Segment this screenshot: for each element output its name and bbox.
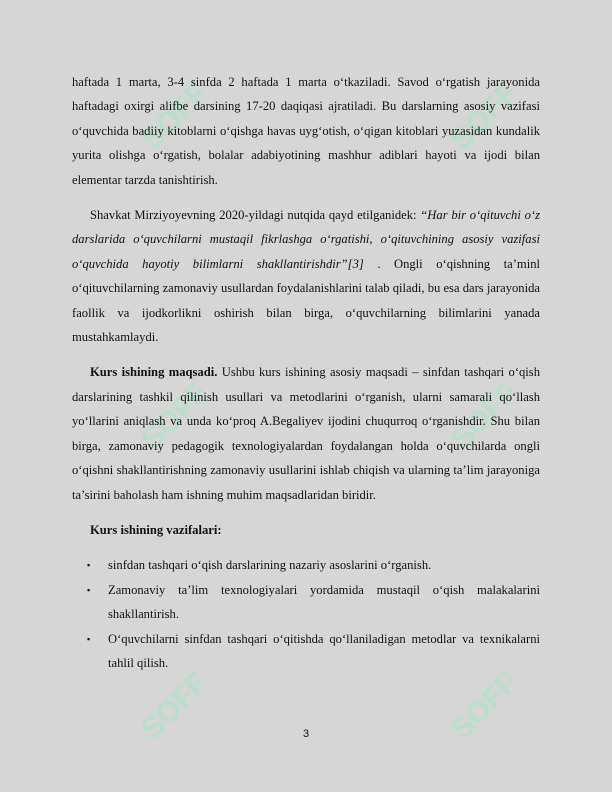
president-quote: “Har bir o‘qituvchi o‘z darslarida o‘quvchilarni mustaqil fikrlashga o‘rgatishi, o‘qituvchining asosiy vazifasi o‘quvchida hayotiy bilimlarni shakllantirishdir”[3] (72, 208, 540, 271)
quote-intro: Shavkat Mirziyoyevning 2020-yildagi nutqida qayd etilganidek: (90, 208, 421, 223)
quote-followup: . Ongli o‘qishning ta’minl o‘qituvchilarning zamonaviy usullardan foydalanishlarini talab qiladi, bu esa dars jarayonida faollik va ijodkorlikni oshirish bilan birga, o‘quvchilarning bilimlarini yanada mustahkamlaydi. (72, 256, 540, 345)
svg-text:SOFF: SOFF (134, 76, 215, 156)
paragraph-quote (72, 203, 540, 349)
svg-text:SOFF: SOFF (444, 376, 525, 456)
goal-label: Kurs ishining maqsadi. (90, 365, 218, 380)
svg-text:SOFF: SOFF (444, 76, 525, 156)
goal-text: Ushbu kurs ishining asosiy maqsadi – sinfdan tashqari o‘qish darslarining tashkil qilinish usullari va metodlarini o‘rganish, ularni samarali qo‘llash yo‘llarini aniqlash va unda ko‘proq A.Begaliyev ijodini chuqurroq o‘rganishdir. Shu bilan birga, zamonaviy pedagogik texnologiyalardan foydalangan holda o‘quvchilarda ongli o‘qishni shakllantirishning zamonaviy usullarini ishlab chiqish va ularning ta’lim jarayoniga ta’sirini baholash ham ishning muhim maqsadlaridan biridir. (72, 365, 541, 502)
page-number: 3 (302, 728, 310, 740)
svg-text:SOFF: SOFF (134, 666, 215, 746)
paragraph-goal (72, 360, 540, 506)
document-body (72, 70, 540, 675)
task-item: ▪ sinfdan tashqari o‘qish darslarining nazariy asoslarini o‘rganish. (72, 553, 540, 577)
svg-text:SOFF: SOFF (444, 666, 525, 746)
task-item: ▪ Zamonaviy ta’lim texnologiyalari yordamida mustaqil o‘qish malakalarini shakllantirish. (72, 578, 540, 627)
task-item: ▪ O‘quvchilarni sinfdan tashqari o‘qitishda qo‘llaniladigan metodlar va texnikalarni tahlil qilish. (72, 627, 540, 676)
tasks-heading: Kurs ishining vazifalari: (90, 522, 222, 537)
svg-text:SOFF: SOFF (134, 376, 215, 456)
paragraph-intro: haftada 1 marta, 3-4 sinfda 2 haftada 1 marta o‘tkaziladi. Savod o‘rgatish jarayonida haftadagi oxirgi alifbe darsining 17-20 daqiqasi ajratiladi. Bu darslarning asosiy vazifasi o‘quvchida badiiy kitoblarni o‘qishga havas uyg‘otish, o‘qigan kitoblari yuzasidan kundalik yurita olishga o‘rgatish, bolalar adabiyotining mashhur adiblari hayoti va ijodi bilan elementar tarzda tanishtirish. (72, 75, 540, 187)
tasks-list (72, 553, 540, 675)
